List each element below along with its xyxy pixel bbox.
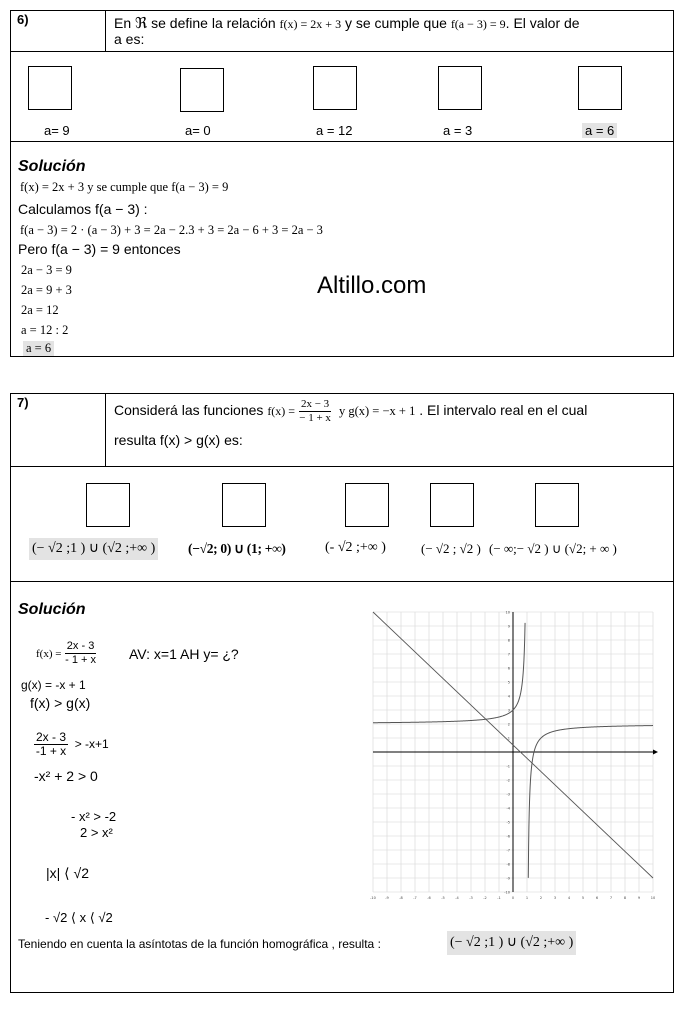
- q6-solution-line: f(x) = 2x + 3 y se cumple que f(a − 3) = 9: [20, 180, 229, 194]
- q6-solution-title: Solución: [18, 158, 86, 175]
- x-tick-label: -10: [370, 896, 376, 900]
- x-tick-label: 3: [553, 896, 557, 900]
- q7-conclusion: Teniendo en cuenta la asíntotas de la función homográfica , resulta :: [18, 937, 381, 951]
- q7-solution-title: Solución: [18, 601, 86, 618]
- x-tick-label: 0: [511, 896, 515, 900]
- y-tick-label: -8: [506, 862, 510, 867]
- x-tick-label: 6: [595, 896, 599, 900]
- q6-option-e-label: a = 6: [582, 123, 617, 138]
- q7-sol-step2: -x² + 2 > 0: [34, 768, 98, 784]
- q7-option-a-label: (− √2 ;1 ) ∪ (√2 ;+∞ ): [29, 538, 158, 560]
- y-tick-label: 7: [507, 652, 510, 657]
- y-tick-label: 2: [507, 722, 510, 727]
- x-tick-label: 9: [637, 896, 641, 900]
- q7-sol-step3: - x² > -2: [71, 809, 117, 824]
- x-tick-label: 7: [609, 896, 613, 900]
- q7-option-e-label: (− ∞;− √2 ) ∪ (√2; + ∞ ): [489, 541, 617, 556]
- y-tick-label: -6: [506, 834, 510, 839]
- q7-number: 7): [17, 395, 29, 410]
- q6-option-e-checkbox[interactable]: [578, 66, 622, 110]
- q7-sol-step6: - √2 ⟨ x ⟨ √2: [45, 910, 113, 925]
- y-tick-label: 9: [507, 624, 510, 629]
- q7-sol-gx: g(x) = -x + 1: [21, 678, 86, 692]
- hyperbola-left-branch: [373, 623, 525, 723]
- q7-option-d-checkbox[interactable]: [430, 483, 474, 527]
- x-tick-label: -6: [427, 896, 431, 900]
- q7-statement-line2: resulta f(x) > g(x) es:: [114, 432, 243, 448]
- x-tick-label: 1: [525, 896, 529, 900]
- q7-conclusion-answer: (− √2 ;1 ) ∪ (√2 ;+∞ ): [447, 931, 576, 955]
- q6-option-d-label: a = 3: [443, 123, 473, 138]
- q6-option-d-checkbox[interactable]: [438, 66, 482, 110]
- q7-sol-step1: $\frac{2x - 3}{-1 + x}$ > -x+1: [35, 730, 109, 759]
- y-tick-label: 10: [505, 610, 510, 615]
- y-tick-label: 4: [507, 694, 510, 699]
- q6-solution-line: a = 12 : 2: [21, 323, 69, 337]
- q7-statement-line1: Considerá las funciones f(x) = $\frac{2x - 3}{- 1 + x}$ y g(x) = −x + 1 . El intervalo real en el cual: [114, 397, 588, 424]
- q6-option-b-label: a= 0: [185, 123, 211, 138]
- y-tick-label: 1: [507, 736, 510, 741]
- q6-solution-line: Pero f(a − 3) = 9 entonces: [18, 241, 181, 257]
- q6-statement-line2: a es:: [114, 31, 145, 47]
- q7-sol-asymptotes: AV: x=1 AH y= ¿?: [129, 646, 239, 662]
- x-tick-label: -8: [399, 896, 403, 900]
- watermark: Altillo.com: [317, 272, 427, 299]
- y-tick-label: -5: [506, 820, 510, 825]
- x-tick-label: 5: [581, 896, 585, 900]
- q7-option-a-checkbox[interactable]: [86, 483, 130, 527]
- y-tick-label: -3: [506, 792, 510, 797]
- y-tick-label: -9: [506, 876, 510, 881]
- function-graph: [363, 608, 659, 901]
- q7-option-d-label: (− √2 ; √2 ): [421, 541, 481, 556]
- q6-option-b-checkbox[interactable]: [180, 68, 224, 112]
- x-tick-label: -1: [497, 896, 501, 900]
- y-tick-label: -2: [506, 778, 510, 783]
- y-tick-label: 5: [507, 680, 510, 685]
- y-tick-label: 8: [507, 638, 510, 643]
- q7-fraction: $\frac{2x - 3}{- 1 + x}$: [299, 397, 331, 424]
- x-tick-label: 8: [623, 896, 627, 900]
- y-tick-label: -7: [506, 848, 510, 853]
- x-tick-label: -7: [413, 896, 417, 900]
- x-tick-label: -4: [455, 896, 459, 900]
- q7-option-b-checkbox[interactable]: [222, 483, 266, 527]
- q6-answer-highlight: a = 6: [23, 341, 54, 356]
- q6-solution-line: Calculamos f(a − 3) :: [18, 201, 148, 217]
- q6-solution-line: 2a = 12: [21, 303, 59, 317]
- q7-sol-fx: f(x) = $\frac{2x - 3}{- 1 + x}$: [36, 640, 96, 667]
- y-tick-label: -1: [506, 764, 510, 769]
- q7-option-c-label: (- √2 ;+∞ ): [325, 540, 386, 555]
- x-tick-label: -3: [469, 896, 473, 900]
- y-tick-label: -4: [506, 806, 510, 811]
- y-tick-label: -10: [504, 890, 510, 895]
- q6-solution-line: f(a − 3) = 2 · (a − 3) + 3 = 2a − 2.3 + 3 = 2a − 6 + 3 = 2a − 3: [20, 223, 323, 237]
- q7-sol-step4: 2 > x²: [80, 825, 113, 840]
- q7-option-b-label: (−√2; 0) ∪ (1; +∞): [188, 541, 286, 556]
- q7-sol-ineq: f(x) > g(x): [30, 695, 91, 711]
- q7-sol-step5: |x| ⟨ √2: [46, 865, 89, 881]
- x-tick-label: -5: [441, 896, 445, 900]
- y-tick-label: 3: [507, 708, 510, 713]
- x-axis-arrow: [653, 750, 658, 755]
- q6-statement-line1: En ℜ se define la relación f(x) = 2x + 3 y se cumple que f(a − 3) = 9. El valor de: [114, 15, 580, 32]
- q6-option-a-label: a= 9: [44, 123, 70, 138]
- q6-number: 6): [17, 12, 29, 27]
- x-tick-label: 10: [650, 896, 656, 900]
- x-tick-label: -9: [385, 896, 389, 900]
- x-tick-label: 2: [539, 896, 543, 900]
- q7-divider: [105, 393, 106, 467]
- q6-option-a-checkbox[interactable]: [28, 66, 72, 110]
- q6-option-c-label: a = 12: [316, 123, 353, 138]
- q6-divider: [105, 10, 106, 52]
- q7-option-e-checkbox[interactable]: [535, 483, 579, 527]
- x-tick-label: -2: [483, 896, 487, 900]
- q6-solution-line: 2a = 9 + 3: [21, 283, 72, 297]
- q6-solution-line: 2a − 3 = 9: [21, 263, 72, 277]
- q6-option-c-checkbox[interactable]: [313, 66, 357, 110]
- hyperbola-right-branch: [528, 726, 653, 878]
- x-tick-label: 4: [567, 896, 571, 900]
- q7-option-c-checkbox[interactable]: [345, 483, 389, 527]
- y-tick-label: 6: [507, 666, 510, 671]
